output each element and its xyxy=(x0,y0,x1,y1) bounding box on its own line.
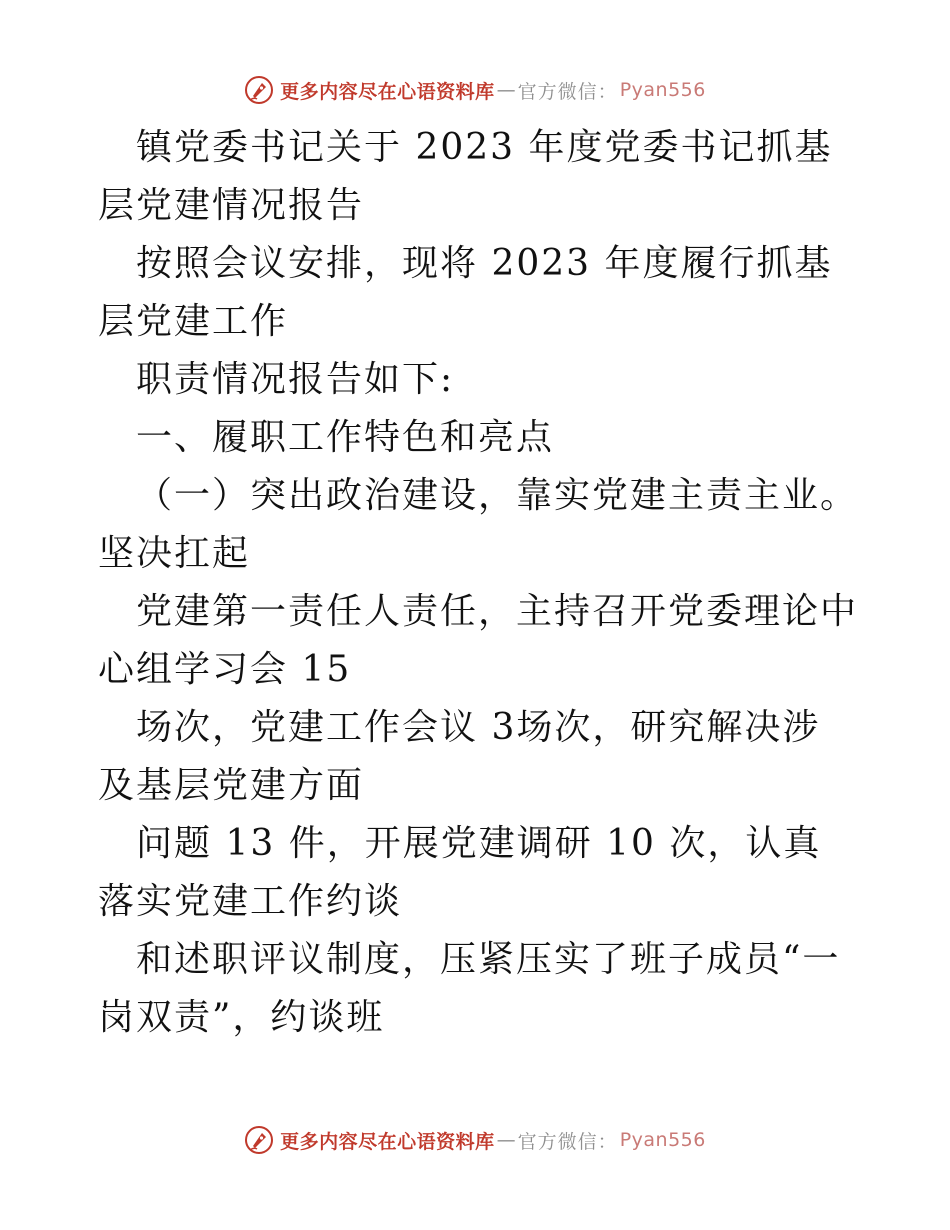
watermark-wechat-id: Pyan556 xyxy=(619,1129,706,1151)
watermark-separator: — xyxy=(496,1129,516,1151)
header-watermark xyxy=(0,70,950,110)
paragraph: 问题 13 件，开展党建调研 10 次，认真落实党建工作约谈 xyxy=(98,823,822,922)
watermark-official-label: 官方微信： xyxy=(517,1130,618,1153)
pen-nib-icon xyxy=(244,75,274,105)
watermark-slogan: 更多内容尽在心语资料库 xyxy=(280,80,495,103)
watermark-wechat-id: Pyan556 xyxy=(619,79,706,101)
pen-nib-icon xyxy=(244,1125,274,1155)
watermark-separator: — xyxy=(496,79,516,101)
paragraph: 职责情况报告如下: xyxy=(136,359,455,400)
paragraph: 按照会议安排，现将 2023 年度履行抓基层党建工作 xyxy=(98,243,833,342)
footer-watermark xyxy=(0,1120,950,1160)
watermark-slogan: 更多内容尽在心语资料库 xyxy=(280,1130,495,1153)
paragraph: （一）突出政治建设，靠实党建主责主业。坚决扛起 xyxy=(98,475,859,574)
section-heading: 一、履职工作特色和亮点 xyxy=(136,417,555,458)
document-body xyxy=(98,119,858,1047)
watermark-official-label: 官方微信： xyxy=(517,80,618,103)
document-title: 镇党委书记关于 2023 年度党委书记抓基层党建情况报告 xyxy=(98,127,833,226)
paragraph: 场次，党建工作会议 3场次，研究解决涉及基层党建方面 xyxy=(98,707,821,806)
paragraph: 和述职评议制度，压紧压实了班子成员“一岗双责”，约谈班 xyxy=(98,939,841,1038)
paragraph: 党建第一责任人责任，主持召开党委理论中心组学习会 15 xyxy=(98,591,859,690)
